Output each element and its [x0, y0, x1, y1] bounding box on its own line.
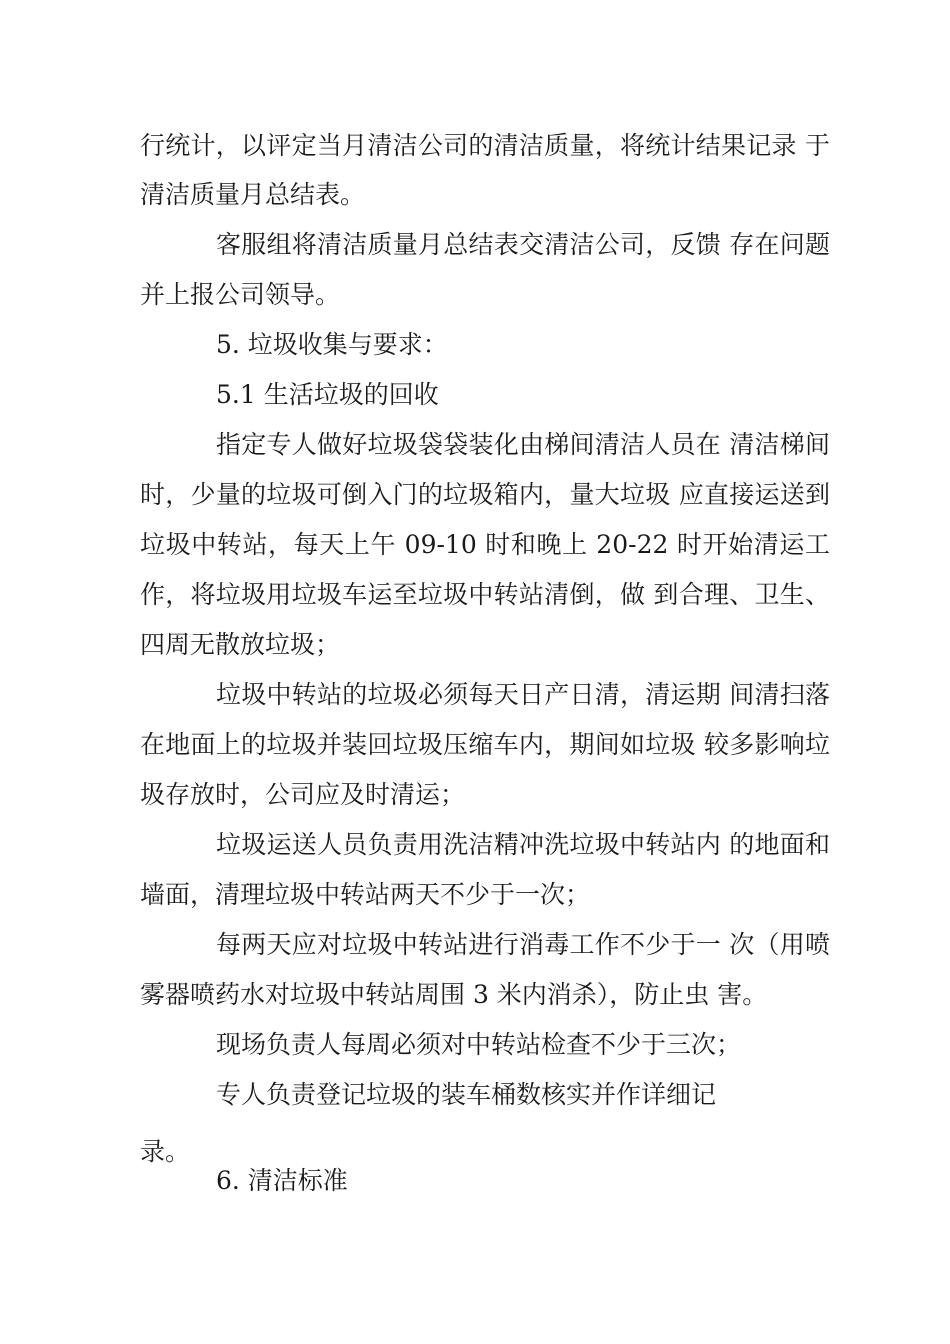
section-heading: 5. 垃圾收集与要求：	[216, 330, 448, 359]
text-line: 时，少量的垃圾可倒入门的垃圾箱内，量大垃圾 应直接运送到	[140, 480, 830, 509]
text-line: 垃圾中转站的垃圾必须每天日产日清，清运期 间清扫落	[216, 680, 830, 709]
text-line: 雾器喷药水对垃圾中转站周围 3 米内消杀），防止虫 害。	[140, 980, 768, 1009]
text-line: 垃圾中转站，每天上午 09-10 时和晚上 20-22 时开始清运工	[140, 530, 830, 559]
text-line: 垃圾运送人员负责用洗洁精冲洗垃圾中转站内 的地面和	[216, 830, 830, 859]
text-line: 客服组将清洁质量月总结表交清洁公司，反馈 存在问题	[216, 230, 830, 259]
text-line: 墙面，清理垃圾中转站两天不少于一次；	[140, 880, 591, 909]
subsection-heading: 5.1 生活垃圾的回收	[216, 380, 439, 409]
text-line: 在地面上的垃圾并装回垃圾压缩车内，期间如垃圾 较多影响垃	[140, 730, 830, 759]
section-heading: 6. 清洁标准	[216, 1166, 348, 1195]
text-line: 现场负责人每周必须对中转站检查不少于三次；	[216, 1030, 742, 1059]
text-line: 每两天应对垃圾中转站进行消毒工作不少于一 次（用喷	[216, 930, 830, 959]
text-line: 四周无散放垃圾；	[140, 630, 341, 659]
text-line: 作，将垃圾用垃圾车运至垃圾中转站清倒，做 到合理、卫生、	[140, 580, 830, 609]
text-line: 并上报公司领导。	[140, 280, 341, 309]
text-line: 圾存放时，公司应及时清运；	[140, 780, 466, 809]
text-line: 专人负责登记垃圾的装车桶数核实并作详细记	[216, 1080, 717, 1109]
text-line: 行统计，以评定当月清洁公司的清洁质量，将统计结果记录 于	[140, 131, 830, 160]
text-line: 指定专人做好垃圾袋袋装化由梯间清洁人员在 清洁梯间	[216, 430, 830, 459]
text-line: 清洁质量月总结表。	[140, 180, 366, 209]
text-line: 录。	[140, 1137, 191, 1166]
